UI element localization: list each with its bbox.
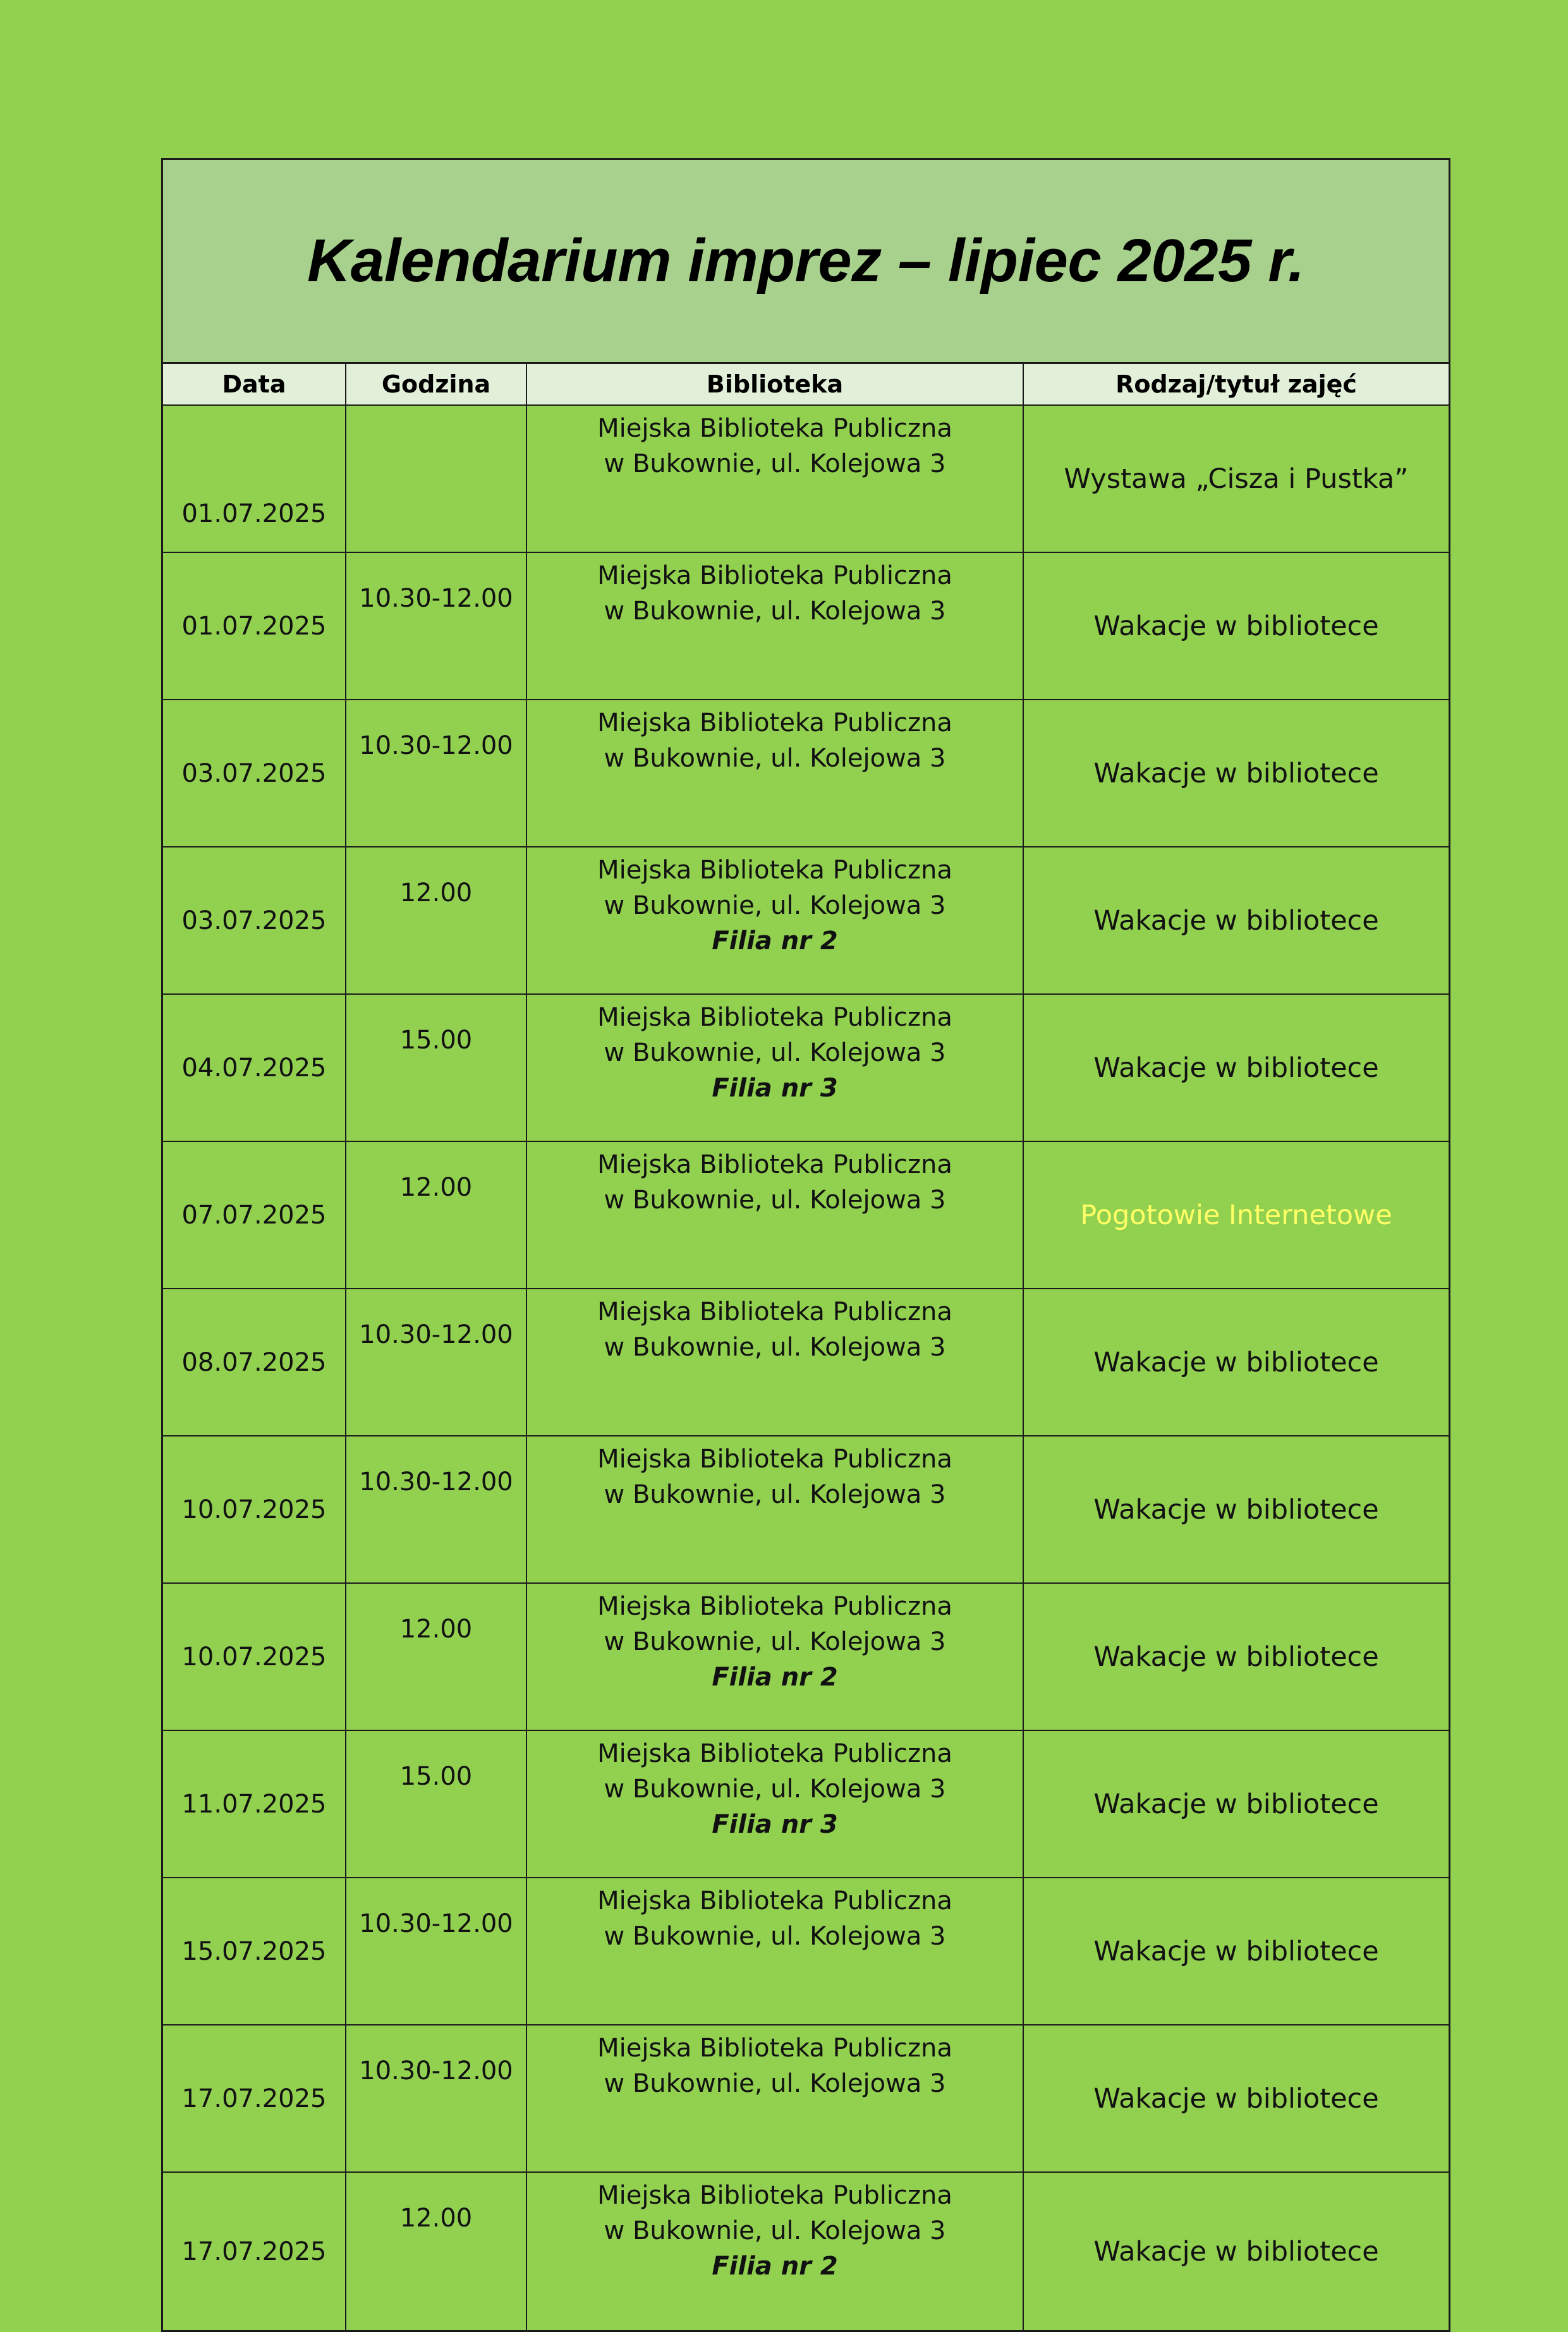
event-title: Wakacje w bibliotece	[1093, 904, 1379, 937]
event-date: 11.07.2025	[163, 1730, 346, 1878]
event-time: 12.00	[346, 1583, 526, 1730]
event-type	[1023, 2172, 1449, 2330]
event-time: 15.00	[346, 1730, 526, 1878]
library-address: w Bukownie, ul. Kolejowa 3	[604, 449, 946, 478]
title-banner	[163, 160, 1449, 364]
event-type	[1023, 1730, 1449, 1878]
event-date: 01.07.2025	[163, 405, 346, 552]
event-title: Wakacje w bibliotece	[1093, 2082, 1379, 2115]
event-library	[526, 1141, 1023, 1289]
library-address: w Bukownie, ul. Kolejowa 3	[604, 2069, 946, 2098]
event-library	[526, 1878, 1023, 2025]
event-library	[526, 994, 1023, 1141]
event-time: 10.30-12.00	[346, 1289, 526, 1436]
event-time: 10.30-12.00	[346, 700, 526, 847]
library-name: Miejska Biblioteka Publiczna	[597, 2034, 952, 2063]
event-library	[526, 847, 1023, 994]
event-type	[1023, 1436, 1449, 1583]
event-time: 15.00	[346, 994, 526, 1141]
event-time: 10.30-12.00	[346, 2025, 526, 2172]
library-name: Miejska Biblioteka Publiczna	[597, 1739, 952, 1768]
event-time: 12.00	[346, 2172, 526, 2330]
library-name: Miejska Biblioteka Publiczna	[597, 1150, 952, 1179]
table-row	[163, 1289, 1449, 1436]
table-row	[163, 552, 1449, 700]
header-row	[163, 364, 1449, 405]
event-title: Wakacje w bibliotece	[1093, 2235, 1379, 2268]
library-name: Miejska Biblioteka Publiczna	[597, 1886, 952, 1916]
event-date: 10.07.2025	[163, 1583, 346, 1730]
event-library	[526, 1730, 1023, 1878]
event-time	[346, 405, 526, 552]
table-row	[163, 405, 1449, 552]
table-row	[163, 1878, 1449, 2025]
event-date: 10.07.2025	[163, 1436, 346, 1583]
library-address: w Bukownie, ul. Kolejowa 3	[604, 597, 946, 626]
library-name: Miejska Biblioteka Publiczna	[597, 1003, 952, 1032]
library-address: w Bukownie, ul. Kolejowa 3	[604, 891, 946, 920]
event-title: Wakacje w bibliotece	[1093, 757, 1379, 789]
event-date: 04.07.2025	[163, 994, 346, 1141]
library-name: Miejska Biblioteka Publiczna	[597, 1592, 952, 1621]
table-row	[163, 2172, 1449, 2330]
event-type	[1023, 1878, 1449, 2025]
library-address: w Bukownie, ul. Kolejowa 3	[604, 1775, 946, 1804]
event-time: 10.30-12.00	[346, 552, 526, 700]
page-title: Kalendarium imprez – lipiec 2025 r.	[307, 227, 1304, 295]
event-type	[1023, 552, 1449, 700]
event-type	[1023, 2025, 1449, 2172]
event-title: Wakacje w bibliotece	[1093, 1935, 1379, 1967]
table-row	[163, 994, 1449, 1141]
library-address: w Bukownie, ul. Kolejowa 3	[604, 1333, 946, 1362]
library-name: Miejska Biblioteka Publiczna	[597, 856, 952, 885]
library-branch: Filia nr 3	[712, 1074, 838, 1103]
library-address: w Bukownie, ul. Kolejowa 3	[604, 1480, 946, 1509]
library-address: w Bukownie, ul. Kolejowa 3	[604, 1186, 946, 1215]
event-title: Wakacje w bibliotece	[1093, 610, 1379, 642]
event-library	[526, 405, 1023, 552]
library-name: Miejska Biblioteka Publiczna	[597, 2181, 952, 2210]
event-title: Wystawa „Cisza i Pustka”	[1064, 463, 1409, 495]
table-row	[163, 2025, 1449, 2172]
table-row	[163, 847, 1449, 994]
event-title: Wakacje w bibliotece	[1093, 1493, 1379, 1526]
column-header-library: Biblioteka	[526, 364, 1023, 405]
column-header-date: Data	[163, 364, 346, 405]
events-table-body	[163, 405, 1449, 2330]
library-address: w Bukownie, ul. Kolejowa 3	[604, 2216, 946, 2245]
table-row	[163, 700, 1449, 847]
event-date: 01.07.2025	[163, 552, 346, 700]
event-title: Wakacje w bibliotece	[1093, 1788, 1379, 1820]
events-calendar	[161, 158, 1450, 2332]
event-time: 10.30-12.00	[346, 1878, 526, 2025]
event-type	[1023, 994, 1449, 1141]
event-date: 03.07.2025	[163, 700, 346, 847]
event-date: 07.07.2025	[163, 1141, 346, 1289]
library-name: Miejska Biblioteka Publiczna	[597, 1445, 952, 1474]
event-type	[1023, 1289, 1449, 1436]
library-name: Miejska Biblioteka Publiczna	[597, 414, 952, 443]
event-time: 12.00	[346, 1141, 526, 1289]
table-row	[163, 1141, 1449, 1289]
event-title: Pogotowie Internetowe	[1080, 1199, 1392, 1231]
event-library	[526, 1289, 1023, 1436]
library-name: Miejska Biblioteka Publiczna	[597, 561, 952, 590]
event-time: 12.00	[346, 847, 526, 994]
library-branch: Filia nr 2	[712, 926, 838, 956]
event-type	[1023, 1583, 1449, 1730]
event-title: Wakacje w bibliotece	[1093, 1052, 1379, 1084]
events-table	[163, 364, 1449, 2330]
event-time: 10.30-12.00	[346, 1436, 526, 1583]
event-library	[526, 552, 1023, 700]
column-header-time: Godzina	[346, 364, 526, 405]
table-row	[163, 1583, 1449, 1730]
event-library	[526, 2025, 1023, 2172]
column-header-event-type: Rodzaj/tytuł zajęć	[1023, 364, 1449, 405]
library-name: Miejska Biblioteka Publiczna	[597, 708, 952, 738]
event-type	[1023, 700, 1449, 847]
table-row	[163, 1436, 1449, 1583]
event-date: 03.07.2025	[163, 847, 346, 994]
event-title: Wakacje w bibliotece	[1093, 1641, 1379, 1673]
event-type	[1023, 1141, 1449, 1289]
library-branch: Filia nr 3	[712, 1810, 838, 1839]
library-name: Miejska Biblioteka Publiczna	[597, 1297, 952, 1327]
event-date: 17.07.2025	[163, 2172, 346, 2330]
event-type	[1023, 405, 1449, 552]
library-address: w Bukownie, ul. Kolejowa 3	[604, 1038, 946, 1067]
table-row	[163, 1730, 1449, 1878]
library-branch: Filia nr 2	[712, 2252, 838, 2281]
library-branch: Filia nr 2	[712, 1663, 838, 1692]
library-address: w Bukownie, ul. Kolejowa 3	[604, 1922, 946, 1951]
event-library	[526, 1583, 1023, 1730]
event-library	[526, 2172, 1023, 2330]
event-library	[526, 700, 1023, 847]
event-title: Wakacje w bibliotece	[1093, 1346, 1379, 1378]
event-type	[1023, 847, 1449, 994]
library-address: w Bukownie, ul. Kolejowa 3	[604, 744, 946, 773]
event-date: 08.07.2025	[163, 1289, 346, 1436]
event-library	[526, 1436, 1023, 1583]
library-address: w Bukownie, ul. Kolejowa 3	[604, 1627, 946, 1656]
event-date: 17.07.2025	[163, 2025, 346, 2172]
event-date: 15.07.2025	[163, 1878, 346, 2025]
